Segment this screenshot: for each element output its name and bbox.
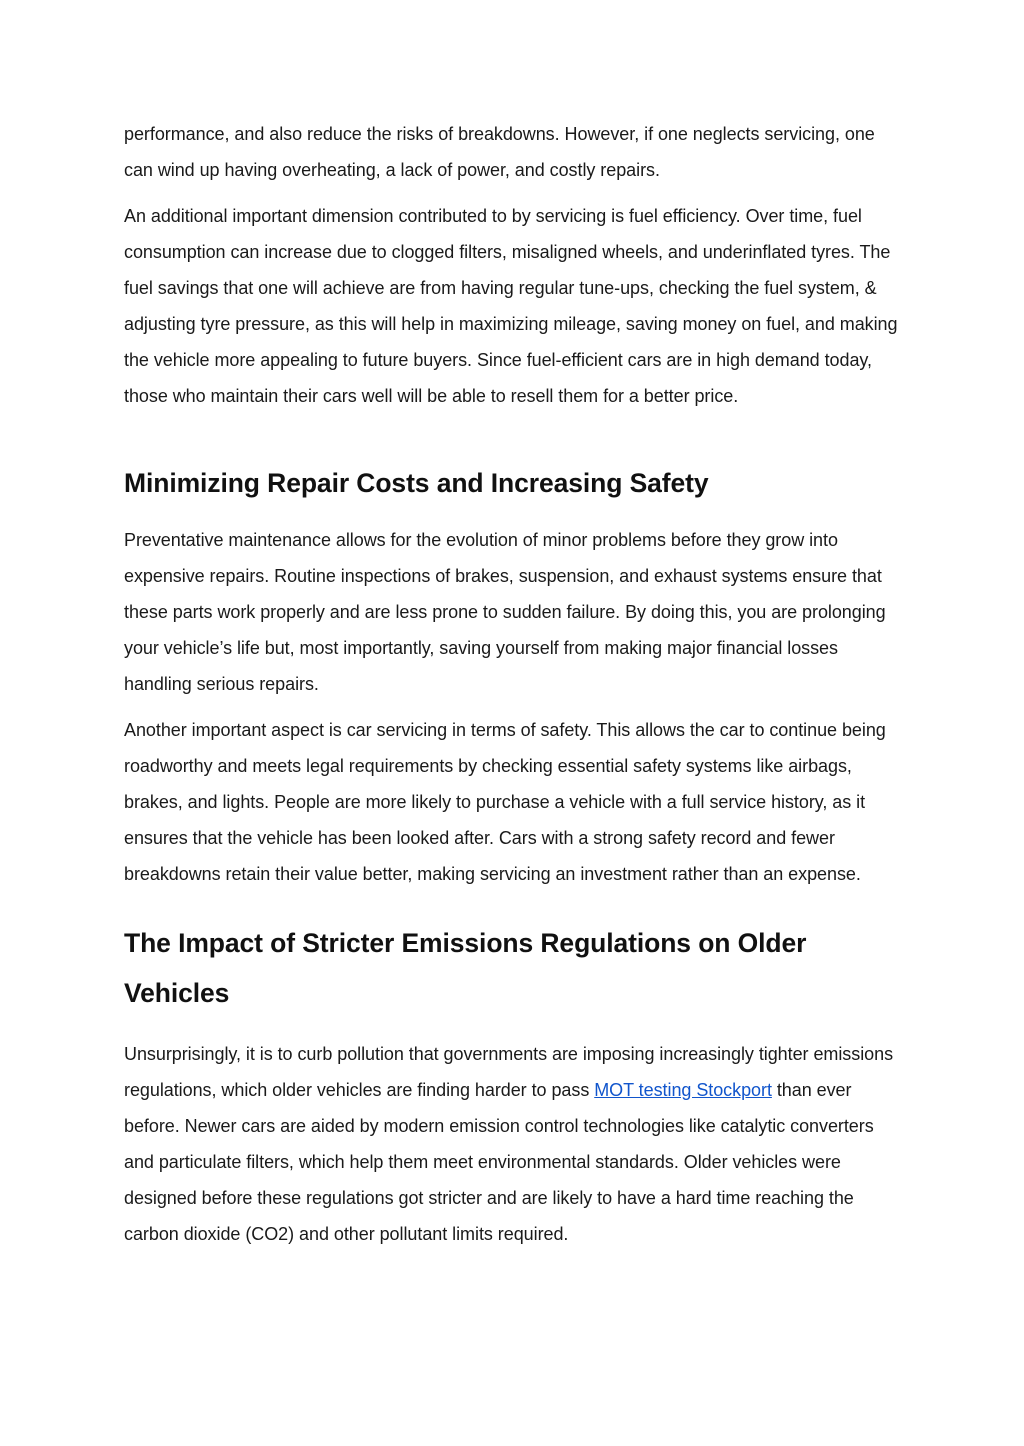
paragraph-emissions-text-after-link: than ever before. Newer cars are aided by modern emission control technologies like catalytic converters and particulate filters, which help them meet environmental standards. Older vehicles were designed before these regulations got stricter and are likely to have a hard time reaching the carbon dioxide (CO2) and other pollutant limits required. xyxy=(124,1080,874,1244)
paragraph-preventative-maintenance: Preventative maintenance allows for the evolution of minor problems before they grow into expensive repairs. Routine inspections of brakes, suspension, and exhaust systems ensure that these parts work properly and are less prone to sudden failure. By doing this, you are prolonging your vehicle’s life but, most importantly, saving yourself from making major financial losses handling serious repairs. xyxy=(124,530,886,694)
heading-repair-costs-safety: Minimizing Repair Costs and Increasing Safety xyxy=(124,468,709,498)
paragraph-performance: performance, and also reduce the risks of breakdowns. However, if one neglects servicing, one can wind up having overheating, a lack of power, and costly repairs. xyxy=(124,124,875,180)
paragraph-safety: Another important aspect is car servicing in terms of safety. This allows the car to continue being roadworthy and meets legal requirements by checking essential safety systems like airbags, brakes, and lights. People are more likely to purchase a vehicle with a full service history, as it ensures that the vehicle has been looked after. Cars with a strong safety record and fewer breakdowns retain their value better, making servicing an investment rather than an expense. xyxy=(124,720,886,884)
paragraph-emissions xyxy=(124,1036,904,1252)
heading-emissions-regulations: The Impact of Stricter Emissions Regulations on Older Vehicles xyxy=(124,928,807,1008)
paragraph-emissions-text-before-link: Unsurprisingly, it is to curb pollution that governments are imposing increasingly tighter emissions regulations, which older vehicles are finding harder to pass xyxy=(124,1044,894,1100)
paragraph-fuel-efficiency: An additional important dimension contributed to by servicing is fuel efficiency. Over time, fuel consumption can increase due to clogged filters, misaligned wheels, and underinflated tyres. The fuel savings that one will achieve are from having regular tune-ups, checking the fuel system, & adjusting tyre pressure, as this will help in maximizing mileage, saving money on fuel, and making the vehicle more appealing to future buyers. Since fuel-efficient cars are in high demand today, those who maintain their cars well will be able to resell them for a better price. xyxy=(124,206,898,406)
document-page xyxy=(124,116,904,1252)
mot-testing-stockport-link[interactable]: MOT testing Stockport xyxy=(594,1080,772,1100)
